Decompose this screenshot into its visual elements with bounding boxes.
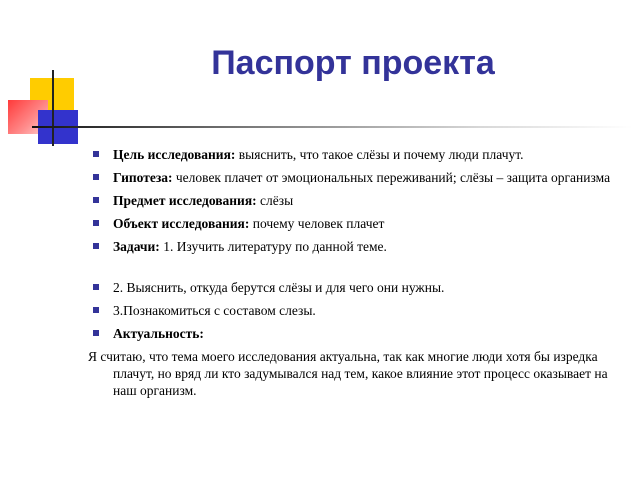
slide-title: Паспорт проекта (211, 44, 495, 82)
bullet-icon (93, 284, 99, 290)
bullet-text: почему человек плачет (249, 216, 385, 231)
bullet-label: Задачи: (113, 239, 160, 254)
bullet-text: 2. Выяснить, откуда берутся слёзы и для чего они нужны. (113, 280, 445, 295)
bullet-subject (0, 192, 640, 209)
bullet-hypothesis (0, 169, 640, 186)
relevance-paragraph: Я считаю, что тема моего исследования актуальна, так как многие люди хотя бы изредка плачут, но вряд ли кто задумывался над тем, какое влияние этот процесс оказывает на наш организм. (88, 349, 608, 398)
bullet-label: Актуальность: (113, 326, 204, 341)
bullet-icon (93, 174, 99, 180)
bullet-icon (93, 197, 99, 203)
bullet-text: слёзы (256, 193, 294, 208)
bullet-tasks (0, 238, 640, 255)
bullet-label: Объект исследования: (113, 216, 250, 231)
bullet-text: человек плачет от эмоциональных переживаний; слёзы – защита организма (172, 170, 611, 185)
bullet-icon (93, 220, 99, 226)
bullet-text: выяснить, что такое слёзы и почему люди плачут. (235, 147, 524, 162)
bullet-icon (93, 307, 99, 313)
bullet-text: 3.Познакомиться с составом слезы. (113, 303, 316, 318)
bullet-object (0, 215, 640, 232)
bullet-goal (0, 146, 640, 163)
title-divider (32, 126, 632, 128)
bullet-text: 1. Изучить литературу по данной теме. (159, 239, 387, 254)
spacer (0, 261, 640, 279)
bullet-task-2 (0, 279, 640, 296)
bullet-relevance (0, 325, 640, 342)
bullet-label: Цель исследования: (113, 147, 236, 162)
bullet-task-3 (0, 302, 640, 319)
slide-content (0, 146, 640, 399)
bullet-icon (93, 243, 99, 249)
bullet-label: Гипотеза: (113, 170, 173, 185)
bullet-label: Предмет исследования: (113, 193, 257, 208)
bullet-icon (93, 330, 99, 336)
bullet-icon (93, 151, 99, 157)
